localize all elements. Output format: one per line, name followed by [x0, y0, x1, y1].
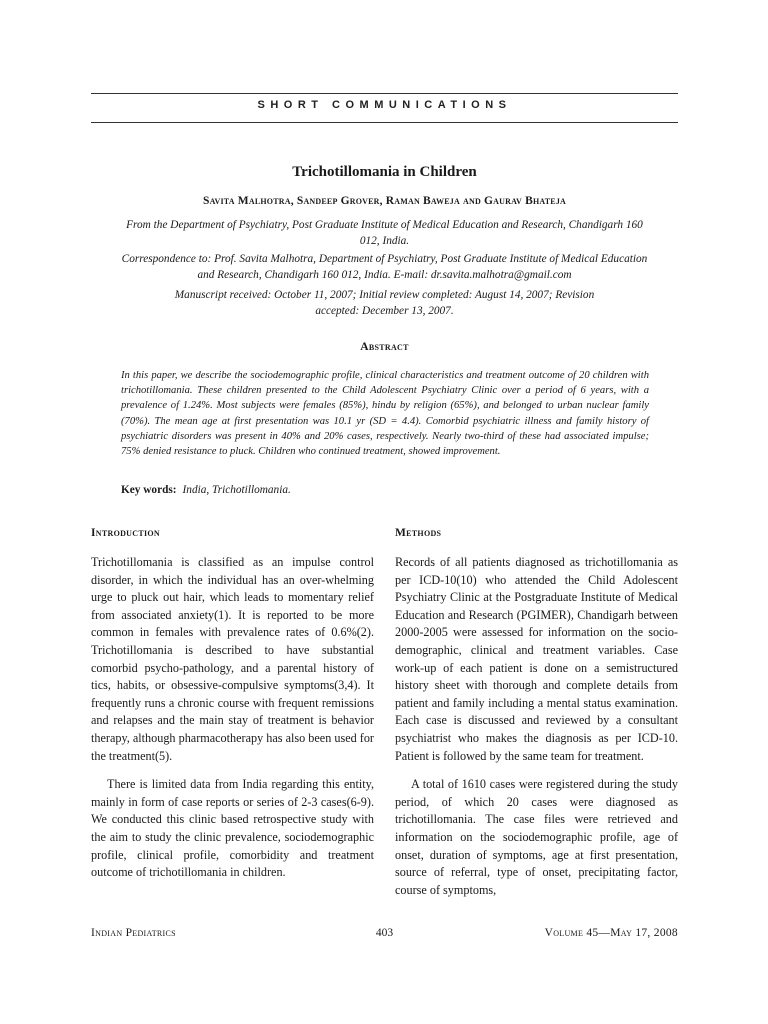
- methods-paragraph: A total of 1610 cases were registered during the study period, of which 20 cases were diagnosed as trichotillomania. The case files were retrieved and information on the sociodemographic profile, age of onset, duration of symptoms, age at first presentation, source of referral, type of onset, precipitating factor, course of symptoms,: [395, 777, 678, 897]
- article-affiliation: From the Department of Psychiatry, Post Graduate Institute of Medical Education and Research, Chandigarh 160 012, India.: [126, 219, 643, 247]
- header-bottom-rule: [91, 122, 678, 123]
- abstract-text: In this paper, we describe the sociodemographic profile, clinical characteristics and treatment outcome of 20 children with trichotillomania. These children presented to the Child Adolescent Psychiatry Clinic over a period of 6 years, with a prevalence of 1.24%. Most subjects were females (85%), hindu by religion (65%), and belonged to urban nuclear family (70%). The mean age at first presentation was 10.1 yr (SD = 4.4). Comorbid psychiatric illness and family history of psychiatric disorders was present in 40% and 20% cases, respectively. Nearly two-third of these had associated impulse; 75% denied resistance to pluck. Children who continued treatment, showed improvement.: [121, 370, 649, 458]
- keywords-label: Key words:: [121, 484, 177, 496]
- volume-date: Volume 45—May 17, 2008: [544, 927, 678, 939]
- introduction-heading: Introduction: [91, 527, 160, 539]
- methods-section: [395, 527, 678, 910]
- article-authors: Savita Malhotra, Sandeep Grover, Raman Baweja and Gaurav Bhateja: [202, 195, 567, 207]
- page-number: 403: [375, 927, 394, 939]
- article-correspondence: Correspondence to: Prof. Savita Malhotra, Department of Psychiatry, Post Graduate Institute of Medical Education and Research, Chandigarh 160 012, India. E-mail: dr.savita.malhotra@gmail.com: [121, 253, 648, 281]
- abstract-heading: Abstract: [360, 341, 409, 353]
- section-header: SHORT COMMUNICATIONS: [257, 99, 512, 111]
- introduction-paragraph: There is limited data from India regarding this entity, mainly in form of case reports or series of 2-3 cases(6-9). We conducted this clinic based retrospective study with the aim to study the clinic prevalence, sociodemographic profile, clinical profile, comorbidity and treatment outcome of trichotillomania in children.: [91, 777, 374, 880]
- journal-name: Indian Pediatrics: [91, 927, 176, 939]
- manuscript-dates: Manuscript received: October 11, 2007; Initial review completed: August 14, 2007; Revision accepted: December 13, 2007.: [174, 289, 595, 317]
- article-title: Trichotillomania in Children: [292, 164, 477, 180]
- keywords-value: India, Trichotillomania.: [182, 484, 291, 496]
- introduction-section: [91, 527, 374, 893]
- introduction-paragraph: Trichotillomania is classified as an impulse control disorder, in which the individual has an over-whelming urge to pluck out hair, which leads to momentary relief from associated anxiety(1). It is reported to be more common in females with prevalence rates of 0.6%(2). Trichotillomania is described to have substantial comorbid psycho-pathology, and a parental history of tics, habits, or obsessive-compulsive symptoms(3,4). It frequently runs a chronic course with frequent remissions and relapses and the main stay of treatment is behavior therapy, although pharmacotherapy has also been used for the treatment(5).: [91, 555, 374, 763]
- header-top-rule: [91, 93, 678, 94]
- methods-heading: Methods: [395, 527, 442, 539]
- methods-paragraph: Records of all patients diagnosed as trichotillomania as per ICD-10(10) who attended the Child Adolescent Psychiatry Clinic at the Postgraduate Institute of Medical Education and Research (PGIMER), Chandigarh between 2000-2005 were assessed for information on the socio-demographic, clinical and treatment variables. Case work-up of each patient is done on a semistructured history sheet with thorough and complete details from patient and family including a mental status examination. Each case is discussed and reviewed by a consultant psychiatrist who makes the diagnosis as per ICD-10. Patient is followed by the same team for treatment.: [395, 555, 678, 763]
- keywords: [121, 484, 649, 496]
